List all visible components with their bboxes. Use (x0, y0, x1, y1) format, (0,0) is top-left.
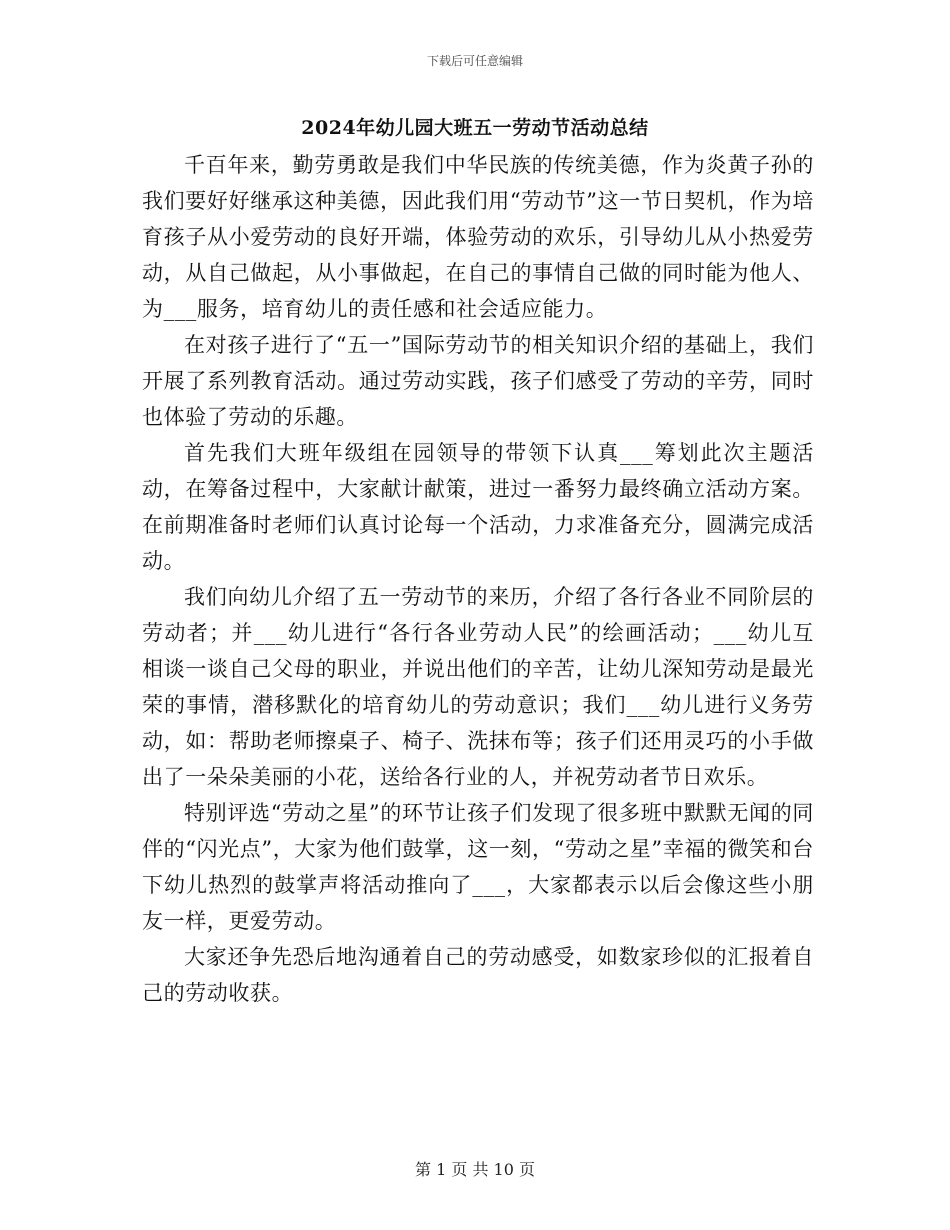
paragraph: 特别评选“劳动之星”的环节让孩子们发现了很多班中默默无闻的同伴的“闪光点”，大家为他们鼓掌，这一刻，“劳动之星”幸福的微笑和台下幼儿热烈的鼓掌声将活动推向了___，大家都表示以后会像这些小朋友一样，更爱劳动。 (142, 801, 814, 933)
paragraph: 大家还争先恐后地沟通着自己的劳动感受，如数家珍似的汇报着自己的劳动收获。 (142, 945, 814, 1005)
paragraph: 在对孩子进行了“五一”国际劳动节的相关知识介绍的基础上，我们开展了系列教育活动。通过劳动实践，孩子们感受了劳动的辛劳，同时也体验了劳动的乐趣。 (142, 333, 814, 429)
paragraph: 千百年来，勤劳勇敢是我们中华民族的传统美德，作为炎黄子孙的我们要好好继承这种美德，因此我们用“劳动节”这一节日契机，作为培育孩子从小爱劳动的良好开端，体验劳动的欢乐，引导幼儿从小热爱劳动，从自己做起，从小事做起，在自己的事情自己做的同时能为他人、为___服务，培育幼儿的责任感和社会适应能力。 (142, 153, 814, 321)
page-number: 第 1 页 共 10 页 (415, 1160, 535, 1179)
paragraph: 我们向幼儿介绍了五一劳动节的来历，介绍了各行各业不同阶层的劳动者；并___幼儿进行“各行各业劳动人民”的绘画活动；___幼儿互相谈一谈自己父母的职业，并说出他们的辛苦，让幼儿深知劳动是最光荣的事情，潜移默化的培育幼儿的劳动意识；我们___幼儿进行义务劳动，如：帮助老师擦桌子、椅子、洗抹布等；孩子们还用灵巧的小手做出了一朵朵美丽的小花，送给各行业的人，并祝劳动者节日欢乐。 (142, 585, 814, 789)
header-note: 下载后可任意编辑 (426, 54, 523, 68)
paragraph: 首先我们大班年级组在园领导的带领下认真___筹划此次主题活动，在筹备过程中，大家献计献策，进过一番努力最终确立活动方案。在前期准备时老师们认真讨论每一个活动，力求准备充分，圆满完成活动。 (142, 441, 814, 573)
document-title: 2024年幼儿园大班五一劳动节活动总结 (301, 117, 649, 139)
document-body (142, 147, 814, 1011)
